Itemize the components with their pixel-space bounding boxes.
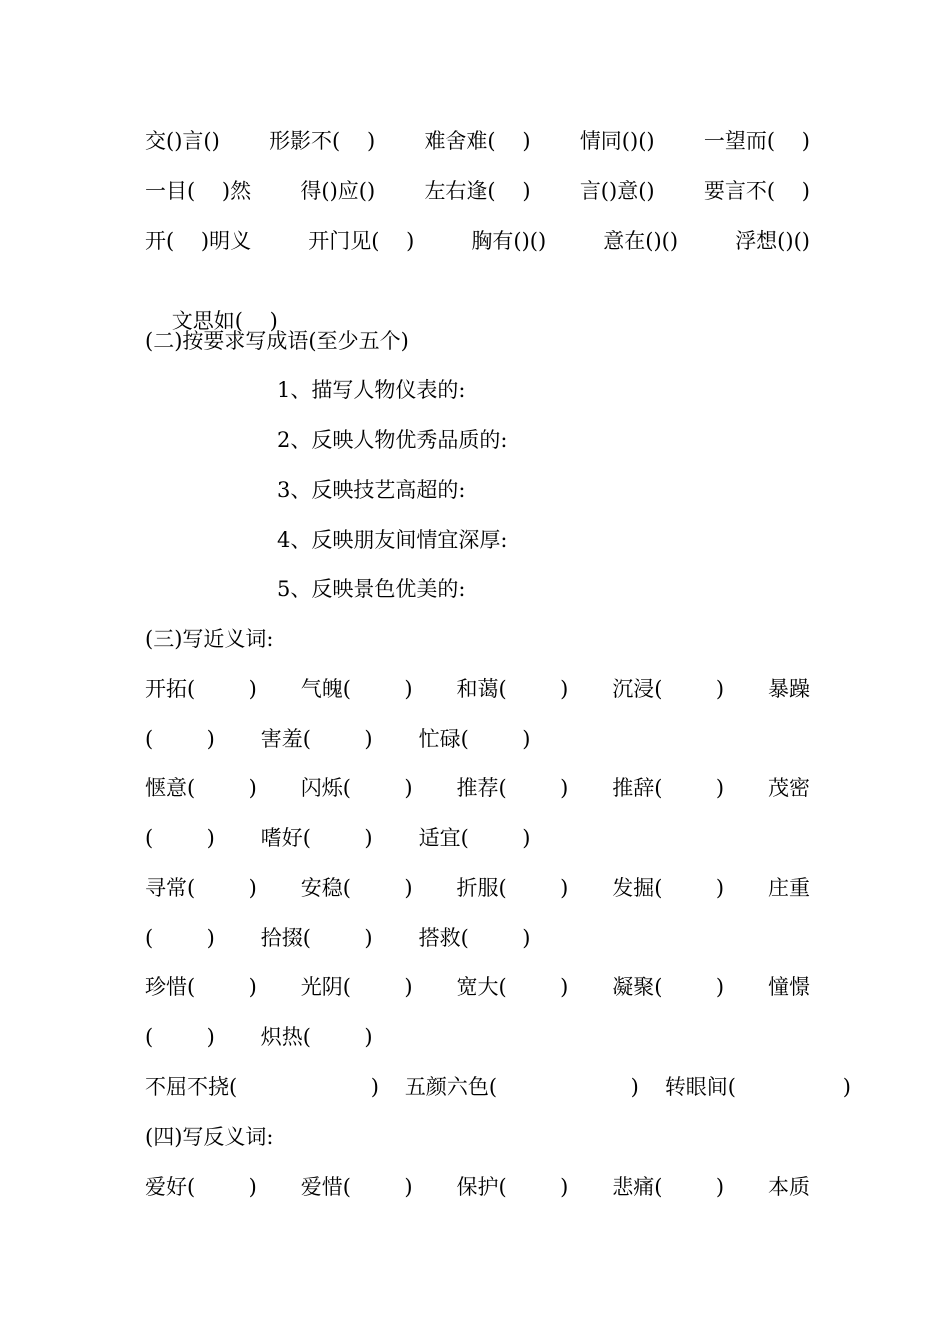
fill-blank-row-2 <box>145 176 810 206</box>
blank-item: 开( )明义 <box>145 229 252 253</box>
synonym-item: 宽大( ) <box>456 975 569 999</box>
synonym-item: 转眼间( ) <box>664 1075 852 1099</box>
blank-item: 言()意() <box>579 179 655 203</box>
synonym-row <box>145 823 810 853</box>
synonym-row <box>145 972 810 1002</box>
synonym-item: 茂密 <box>768 776 810 800</box>
synonym-row <box>145 1022 810 1052</box>
synonym-item: 安稳( ) <box>300 876 413 900</box>
synonym-row <box>145 923 810 953</box>
section-2-item: 3、反映技艺高超的: <box>277 478 466 502</box>
blank-item: 文思如( ) <box>171 309 278 333</box>
blank-item: 一目( )然 <box>145 179 252 203</box>
synonym-item: ( ) <box>145 1025 215 1049</box>
blank-item: 意在()() <box>603 229 679 253</box>
section-2-item: 4、反映朋友间情宜深厚: <box>277 528 508 552</box>
blank-item: 得()应() <box>300 179 376 203</box>
antonym-item: 爱好( ) <box>145 1175 257 1199</box>
synonym-item: 不屈不挠( ) <box>145 1075 379 1099</box>
synonym-item: 适宜( ) <box>418 826 531 850</box>
antonym-row <box>145 1172 810 1202</box>
synonym-row <box>145 873 810 903</box>
section-2-item: 2、反映人物优秀品质的: <box>277 428 508 452</box>
synonym-item: 嗜好( ) <box>260 826 373 850</box>
synonym-item: 害羞( ) <box>260 727 373 751</box>
synonym-row <box>145 1072 852 1102</box>
antonym-item: 本质 <box>768 1175 810 1199</box>
synonym-item: 凝聚( ) <box>612 975 725 999</box>
synonym-item: 和蔼( ) <box>456 677 569 701</box>
blank-item: 一望而( ) <box>703 129 810 153</box>
synonym-item: 推辞( ) <box>612 776 725 800</box>
blank-item: 情同()() <box>579 129 655 153</box>
section-4-heading: (四)写反义词: <box>145 1125 274 1149</box>
synonym-item: 折服( ) <box>456 876 569 900</box>
synonym-item: 沉浸( ) <box>612 677 725 701</box>
antonym-item: 悲痛( ) <box>612 1175 725 1199</box>
blank-item: 要言不( ) <box>703 179 810 203</box>
synonym-item: 搭救( ) <box>418 926 531 950</box>
synonym-row <box>145 773 810 803</box>
synonym-item: 惬意( ) <box>145 776 257 800</box>
synonym-item: 光阴( ) <box>300 975 413 999</box>
blank-item: 浮想()() <box>735 229 810 253</box>
synonym-item: 暴躁 <box>768 677 810 701</box>
section-3-heading: (三)写近义词: <box>145 627 274 651</box>
synonym-item: 炽热( ) <box>260 1025 373 1049</box>
fill-blank-row-4 <box>145 276 810 333</box>
section-2-item: 1、描写人物仪表的: <box>277 378 466 402</box>
synonym-item: 开拓( ) <box>145 677 257 701</box>
synonym-item: 庄重 <box>768 876 810 900</box>
blank-item: 胸有()() <box>471 229 547 253</box>
synonym-item: 闪烁( ) <box>300 776 413 800</box>
synonym-item: 拾掇( ) <box>260 926 373 950</box>
synonym-item: ( ) <box>145 727 215 751</box>
blank-item: 交()言() <box>145 129 220 153</box>
fill-blank-row-1 <box>145 126 810 156</box>
antonym-item: 保护( ) <box>456 1175 569 1199</box>
blank-item: 形影不( ) <box>269 129 376 153</box>
blank-item: 开门见( ) <box>308 229 415 253</box>
synonym-item: 五颜六色( ) <box>404 1075 639 1099</box>
synonym-item: ( ) <box>145 826 215 850</box>
antonym-item: 爱惜( ) <box>300 1175 413 1199</box>
synonym-item: ( ) <box>145 926 215 950</box>
synonym-item: 气魄( ) <box>300 677 413 701</box>
synonym-item: 珍惜( ) <box>145 975 257 999</box>
section-2-item: 5、反映景色优美的: <box>277 577 466 601</box>
synonym-row <box>145 674 810 704</box>
synonym-item: 憧憬 <box>768 975 810 999</box>
synonym-item: 忙碌( ) <box>418 727 531 751</box>
synonym-item: 发掘( ) <box>612 876 725 900</box>
synonym-item: 推荐( ) <box>456 776 569 800</box>
section-2-heading: (二)按要求写成语(至少五个) <box>145 329 409 353</box>
synonym-item: 寻常( ) <box>145 876 257 900</box>
blank-item: 难舍难( ) <box>424 129 531 153</box>
blank-item: 左右逢( ) <box>424 179 531 203</box>
fill-blank-row-3 <box>145 226 810 256</box>
synonym-row <box>145 724 810 754</box>
